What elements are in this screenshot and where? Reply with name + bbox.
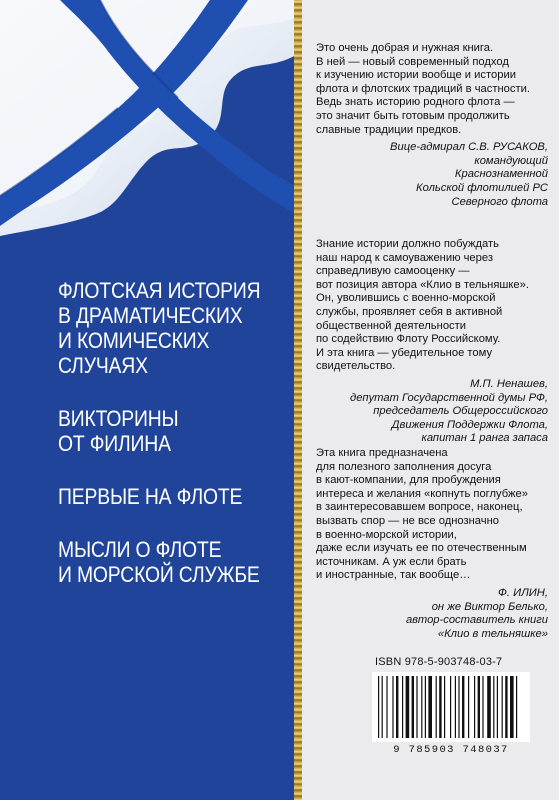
barcode-bar [474,676,475,738]
st-andrew-flag-image [0,0,296,250]
barcode-bar [516,676,517,738]
barcode-bar [382,676,383,738]
barcode-bar [436,676,437,738]
cover-title-2: ВИКТОРИНЫ ОТ ФИЛИНА [58,406,179,456]
review-quote-3-signature: Ф. ИЛИН, он же Виктор Белько, автор-составитель книги «Клио в тельняшке» [405,586,548,640]
barcode-bar [450,676,451,738]
review-quote-1-text: Это очень добрая и нужная книга. В ней — новый современный подход к изучению истории вообще и истории флота и флотских традиций в частности. Ведь знать историю родного флота — это значит быть готовым продолжить славные традиции предков. [316,42,530,136]
cover-title-1: ФЛОТСКАЯ ИСТОРИЯ В ДРАМАТИЧЕСКИХ И КОМИЧЕСКИХ СЛУЧАЯХ [58,278,261,378]
barcode-bar [439,676,441,738]
review-quote-2-signature: М.П. Ненашев, депутат Государственной думы РФ, председатель Общероссийского Движения Поддержки Флота, капитан 1 ранга запаса [350,377,548,445]
barcode-bar [505,676,507,738]
review-quote-1-signature: Вице-адмирал С.В. РУСАКОВ, командующий Краснознаменной Кольской флотилией РС Северного флота [390,141,548,208]
barcode-bar [396,676,398,738]
barcode-bar [406,676,410,738]
barcode-bar [412,676,414,738]
isbn-barcode-digits: 9 785903 748037 [393,744,509,756]
barcode-bar [378,676,379,738]
barcode-bar [502,676,503,738]
barcode-bar [455,676,456,738]
isbn-barcode [372,672,530,742]
barcode-bar [468,676,469,738]
barcode-bar [510,676,514,738]
review-quote-3-text: Эта книга предназначена для полезного заполнения досуга в кают-компании, для пробуждения интереса и желания «копнуть поглубже» в заинтересовавшем вопросе, наконец, вызвать спор — не все однозначно в военно-морской истории, даже если изучать ее по отечественным источникам. А уж если брать и иностранные, так вообще… [316,447,528,582]
barcode-bar [497,676,498,738]
review-quote-2 [316,238,548,446]
review-quote-1 [316,42,548,209]
gold-chain-divider [294,0,302,800]
barcode-bar [386,676,387,738]
barcode-bar [462,676,464,738]
barcode-bar [416,676,417,738]
review-quote-3 [316,447,548,641]
barcode-bar [478,676,480,738]
barcode-bar [493,676,494,738]
barcode-bar [482,676,483,738]
barcode-bar [392,676,393,738]
review-quote-2-text: Знание истории должно побуждать наш народ к самоуважению через справедливую самооценку — вот позиция автора «Клио в тельняшке». Он, уволившись с военно-морской службы, проявляет себя в активной общественной деятельности по содействию Флоту Российскому. И эта книга — убедительное тому свидетельство. [316,238,529,373]
barcode-bar [421,676,422,738]
barcode-bar [402,676,403,738]
cover-titles [58,278,294,615]
barcode-bar [425,676,426,738]
cover-title-4: МЫСЛИ О ФЛОТЕ И МОРСКОЙ СЛУЖБЕ [58,537,260,587]
barcode-bar [428,676,432,738]
barcode-bar [487,676,491,738]
cover-title-3: ПЕРВЫЕ НА ФЛОТЕ [58,484,243,509]
barcode-bar [458,676,459,738]
isbn-label: ISBN 978-5-903748-03-7 [375,656,503,668]
barcode-bar [444,676,445,738]
